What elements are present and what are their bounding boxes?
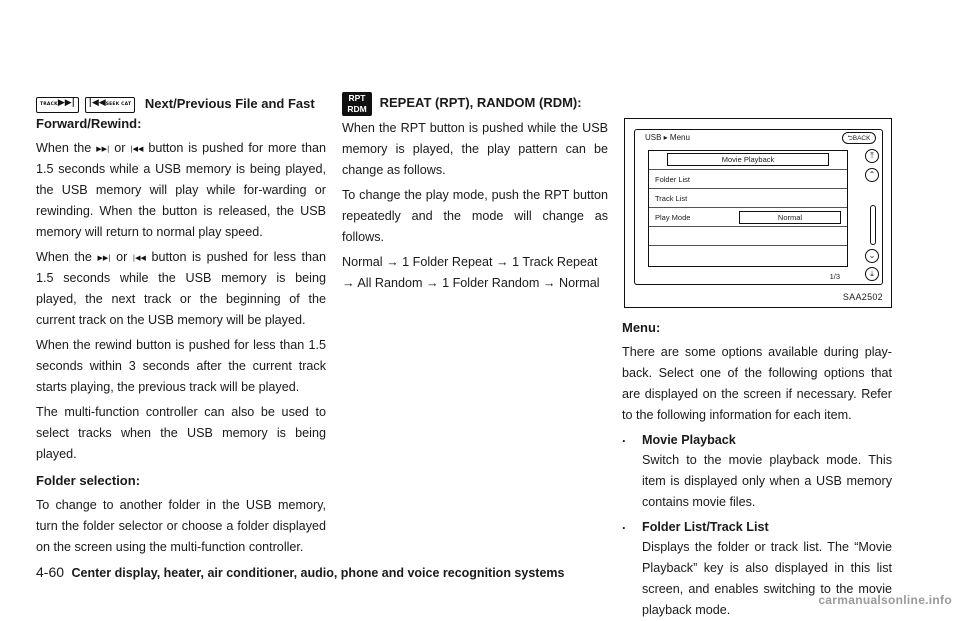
list-item[interactable] — [649, 151, 847, 170]
bullet-icon: . — [622, 517, 626, 532]
bullet-icon: . — [622, 430, 626, 445]
list-item[interactable]: Play Mode Normal — [649, 208, 847, 227]
page-footer — [36, 563, 564, 582]
usb-menu-screen-figure — [624, 118, 892, 308]
menu-list — [648, 150, 848, 267]
list-item — [649, 227, 847, 246]
seek-previous-icon: |◀◀ — [132, 253, 146, 262]
watermark: carmanualsonline.info — [818, 593, 952, 607]
list-item: . Movie Playback Switch to the movie playback mode. This item is displayed only when a USB memory contains movie files. — [622, 430, 892, 509]
paragraph: When the rewind button is pushed for less than 1.5 seconds within 3 seconds after the current track starts playing, the previous track will be played. — [36, 338, 326, 394]
seek-previous-icon: |◀◀ — [130, 144, 144, 153]
track-next-icon: ▶▶| — [96, 144, 110, 153]
track-next-button-icon: TRACK▶▶| — [36, 97, 79, 113]
seek-previous-button-icon: |◀◀SEEK CAT — [85, 97, 136, 113]
list-item[interactable]: Track List — [649, 189, 847, 208]
paragraph: Normal → 1 Folder Repeat → 1 Track Repeat → All Random → 1 Folder Random → Normal — [342, 255, 600, 290]
display-screen — [634, 129, 883, 285]
scroll-top-icon[interactable]: ⤒ — [865, 149, 879, 163]
section-heading-repeat-random: RPT RDM REPEAT (RPT), RANDOM (RDM): — [342, 92, 608, 116]
folder-selection-heading: Folder selection: — [36, 473, 141, 488]
paragraph: When the ▶▶| or |◀◀ button is pushed for less than 1.5 seconds while the USB memory is being played, the next track or the beginning of the current track on the USB memory will be played. — [36, 250, 327, 327]
paragraph: The multi-function controller can also be used to select tracks when the USB memory is being played. — [36, 405, 326, 461]
chapter-title: Center display, heater, air conditioner, audio, phone and voice recognition systems — [71, 566, 565, 580]
page-indicator: 1/3 — [829, 272, 840, 281]
paragraph: To change to another folder in the USB memory, turn the folder selector or choose a folder displayed on the screen using the multi-function controller. — [36, 498, 326, 554]
track-next-icon: ▶▶| — [97, 253, 111, 262]
list-item: . Folder List/Track List Displays the folder or track list. The “Movie Playback” key is also displayed in this list screen, and enables switching to the movie playback mode. — [622, 517, 892, 617]
play-mode-value: Normal — [739, 211, 841, 224]
page-number: 4-60 — [36, 564, 65, 580]
paragraph: When the RPT button is pushed while the USB memory is played, the play pattern can be change as follows. — [342, 121, 608, 177]
list-item[interactable]: Folder List — [649, 170, 847, 189]
scroll-up-icon[interactable]: ⌃ — [865, 168, 879, 182]
movie-playback-button[interactable]: Movie Playback — [667, 153, 829, 166]
breadcrumb: USB ▸ Menu — [645, 133, 690, 142]
paragraph: There are some options available during play-back. Select one of the following options that are displayed on the screen if necessary. Refer to the following information for each item. — [622, 345, 892, 422]
paragraph: When the ▶▶| or |◀◀ button is pushed for more than 1.5 seconds while a USB memory is being played, the USB memory will play while for-warding or rewinding. When the button is released, the USB memory will return to normal play speed. — [36, 141, 327, 239]
section-heading-next-previous: TRACK▶▶| |◀◀SEEK CAT Next/Previous File and Fast Forward/Rewind: — [36, 96, 315, 131]
scroll-bottom-icon[interactable]: ⤓ — [865, 267, 879, 281]
scroll-down-icon[interactable]: ⌄ — [865, 249, 879, 263]
paragraph: To change the play mode, push the RPT button repeatedly and the mode will change as follows. — [342, 188, 608, 244]
rpt-rdm-button-icon: RPT RDM — [342, 92, 372, 116]
menu-heading: Menu: — [622, 320, 661, 335]
back-button[interactable]: ⮌BACK — [842, 132, 876, 144]
scrollbar[interactable] — [870, 205, 876, 245]
figure-label: SAA2502 — [842, 292, 883, 302]
